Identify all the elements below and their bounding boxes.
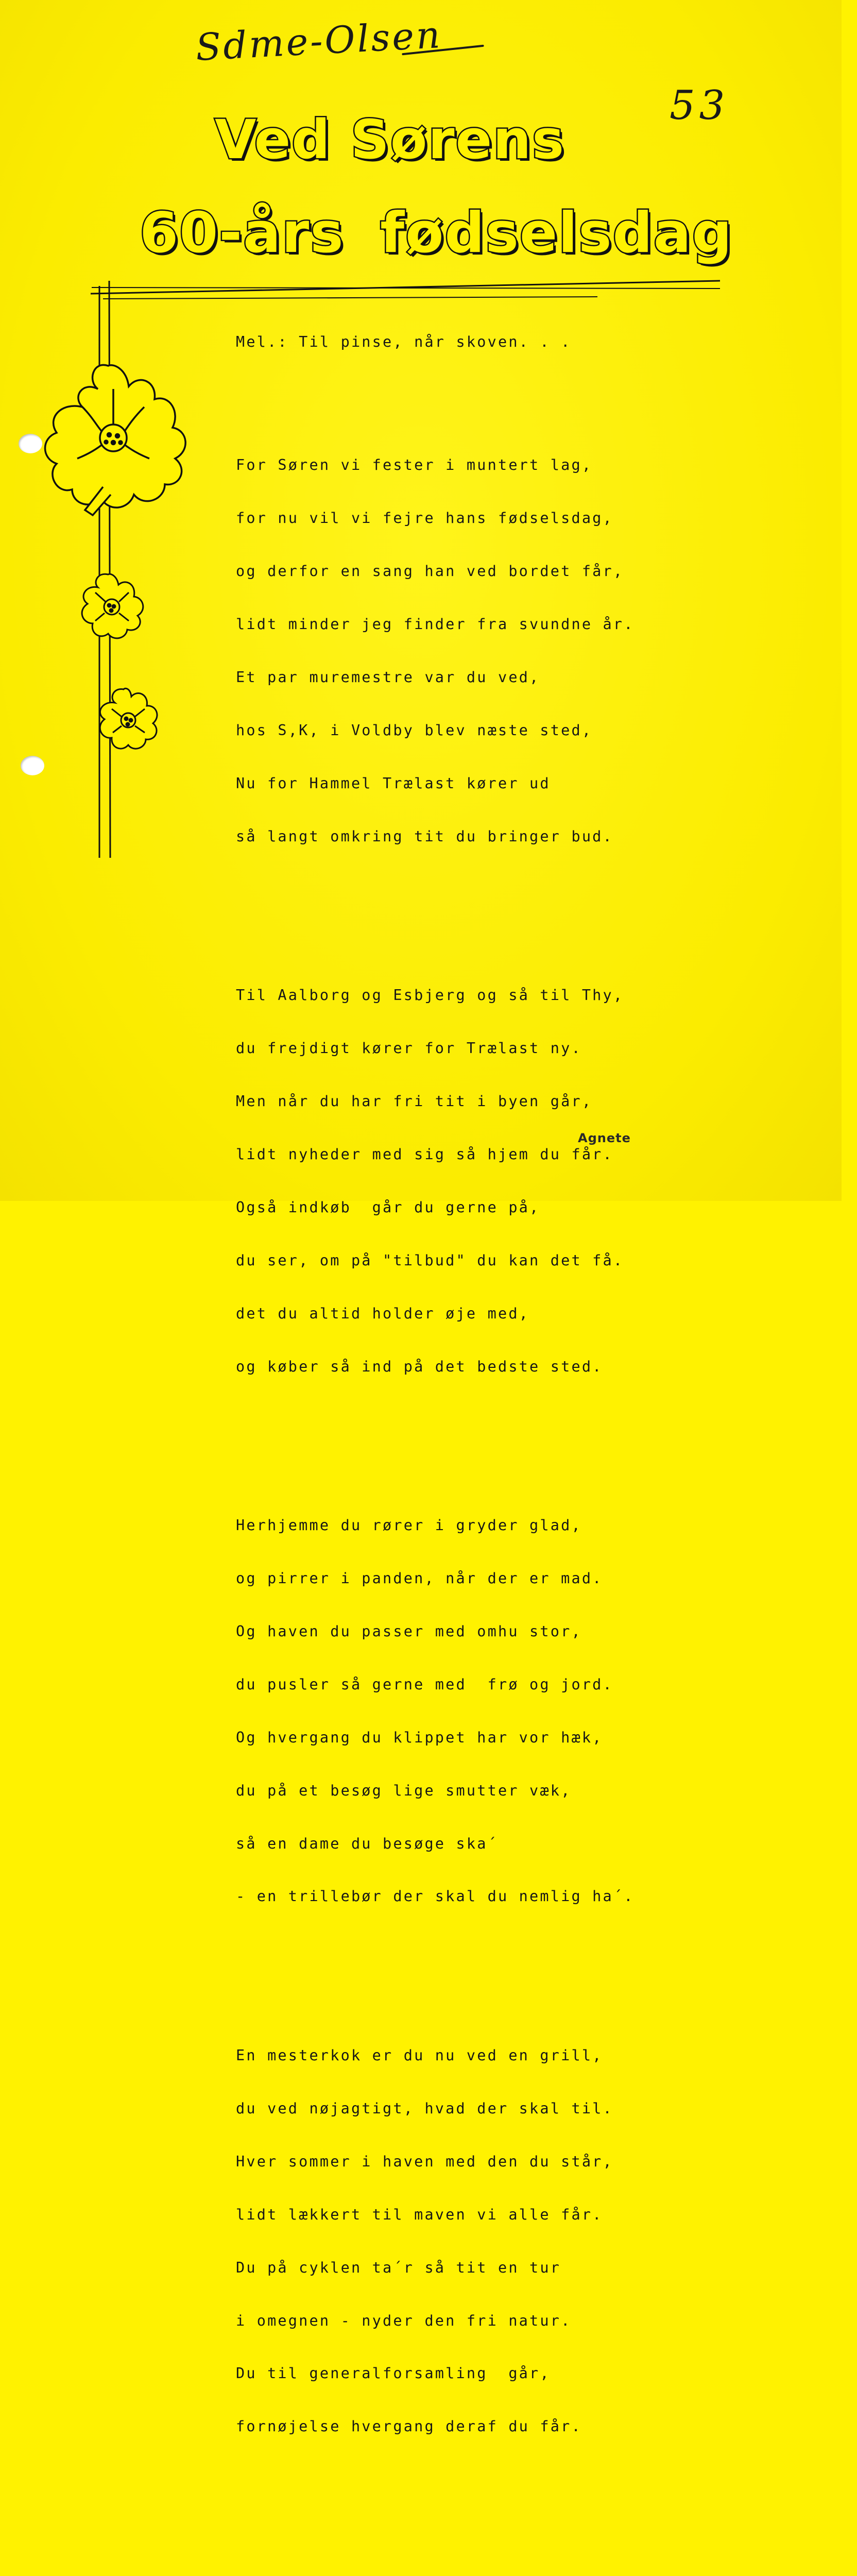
title-line-1: Ved Sørens [214,108,565,171]
poem-line: så en dame du besøge ska´ [236,1835,498,1852]
stanza-4 [236,2012,635,2471]
poem-line: hos S,K, i Voldby blev næste sted, [236,721,593,739]
handwritten-page-number: 53 [670,82,729,129]
poem-line: du på et besøg lige smutter væk, [236,1782,572,1799]
stanza-2 [236,952,635,1411]
stanza-5 [236,2541,635,2576]
signature: Agnete [578,1131,631,1145]
poem-line: fornøjelse hvergang deraf du får. [236,2418,582,2435]
poem-line: du ser, om på "tilbud" du kan det få. [236,1251,624,1269]
poem-text [236,298,635,2576]
small-flower-icon [100,688,157,749]
poem-line: du ved nøjagtigt, hvad der skal til. [236,2099,613,2117]
poem-line: lidt lækkert til maven vi alle får. [236,2206,603,2223]
poem-line: og derfor en sang han ved bordet får, [236,563,624,580]
poem-line: - en trillebør der skal du nemlig ha´. [236,1888,635,1905]
poem-line: i omegnen - nyder den fri natur. [236,2312,572,2329]
medium-flower-icon [82,574,143,638]
title-line-2: 60-års fødselsdag [140,201,733,265]
poem-line: Nu for Hammel Trælast kører ud [236,774,551,792]
poem-line: Og hvergang du klippet har vor hæk, [236,1728,603,1746]
poem-line: Du til generalforsamling går, [236,2365,551,2382]
poem-line: og pirrer i panden, når der er mad. [236,1570,603,1587]
border-top-line-2 [92,287,720,289]
poem-line: Men når du har fri tit i byen går, [236,1093,593,1110]
stanza-1 [236,421,635,881]
large-flower-icon [45,365,186,515]
poem-line: så langt omkring tit du bringer bud. [236,827,613,845]
poem-line: For Søren vi fester i muntert lag, [236,456,593,474]
stanza-3 [236,1482,635,1941]
poem-line: Også indkøb går du gerne på, [236,1198,540,1216]
melody-line: Mel.: Til pinse, når skoven. . . [236,333,572,350]
poem-line: du pusler så gerne med frø og jord. [236,1675,613,1693]
poem-line: lidt minder jeg finder fra svundne år. [236,616,635,633]
poem-line: lidt nyheder med sig så hjem du får. [236,1145,613,1163]
poem-line: Herhjemme du rører i gryder glad, [236,1517,582,1534]
poem-line: Til Aalborg og Esbjerg og så til Thy, [236,987,624,1004]
poem-line: for nu vil vi fejre hans fødselsdag, [236,510,613,527]
poem-line: det du altid holder øje med, [236,1304,530,1322]
handwritten-name: Sdme-Olsen [194,13,443,69]
poem-line: du frejdigt kører for Trælast ny. [236,1040,582,1057]
poem-line: En mesterkok er du nu ved en grill, [236,2047,603,2064]
poem-line: og køber så ind på det bedste sted. [236,1358,603,1375]
poem-line: Hver sommer i haven med den du står, [236,2153,613,2170]
poem-line: Et par muremestre var du ved, [236,668,540,686]
poem-line: Du på cyklen ta´r så tit en tur [236,2259,561,2276]
poem-line: Og haven du passer med omhu stor, [236,1622,582,1640]
